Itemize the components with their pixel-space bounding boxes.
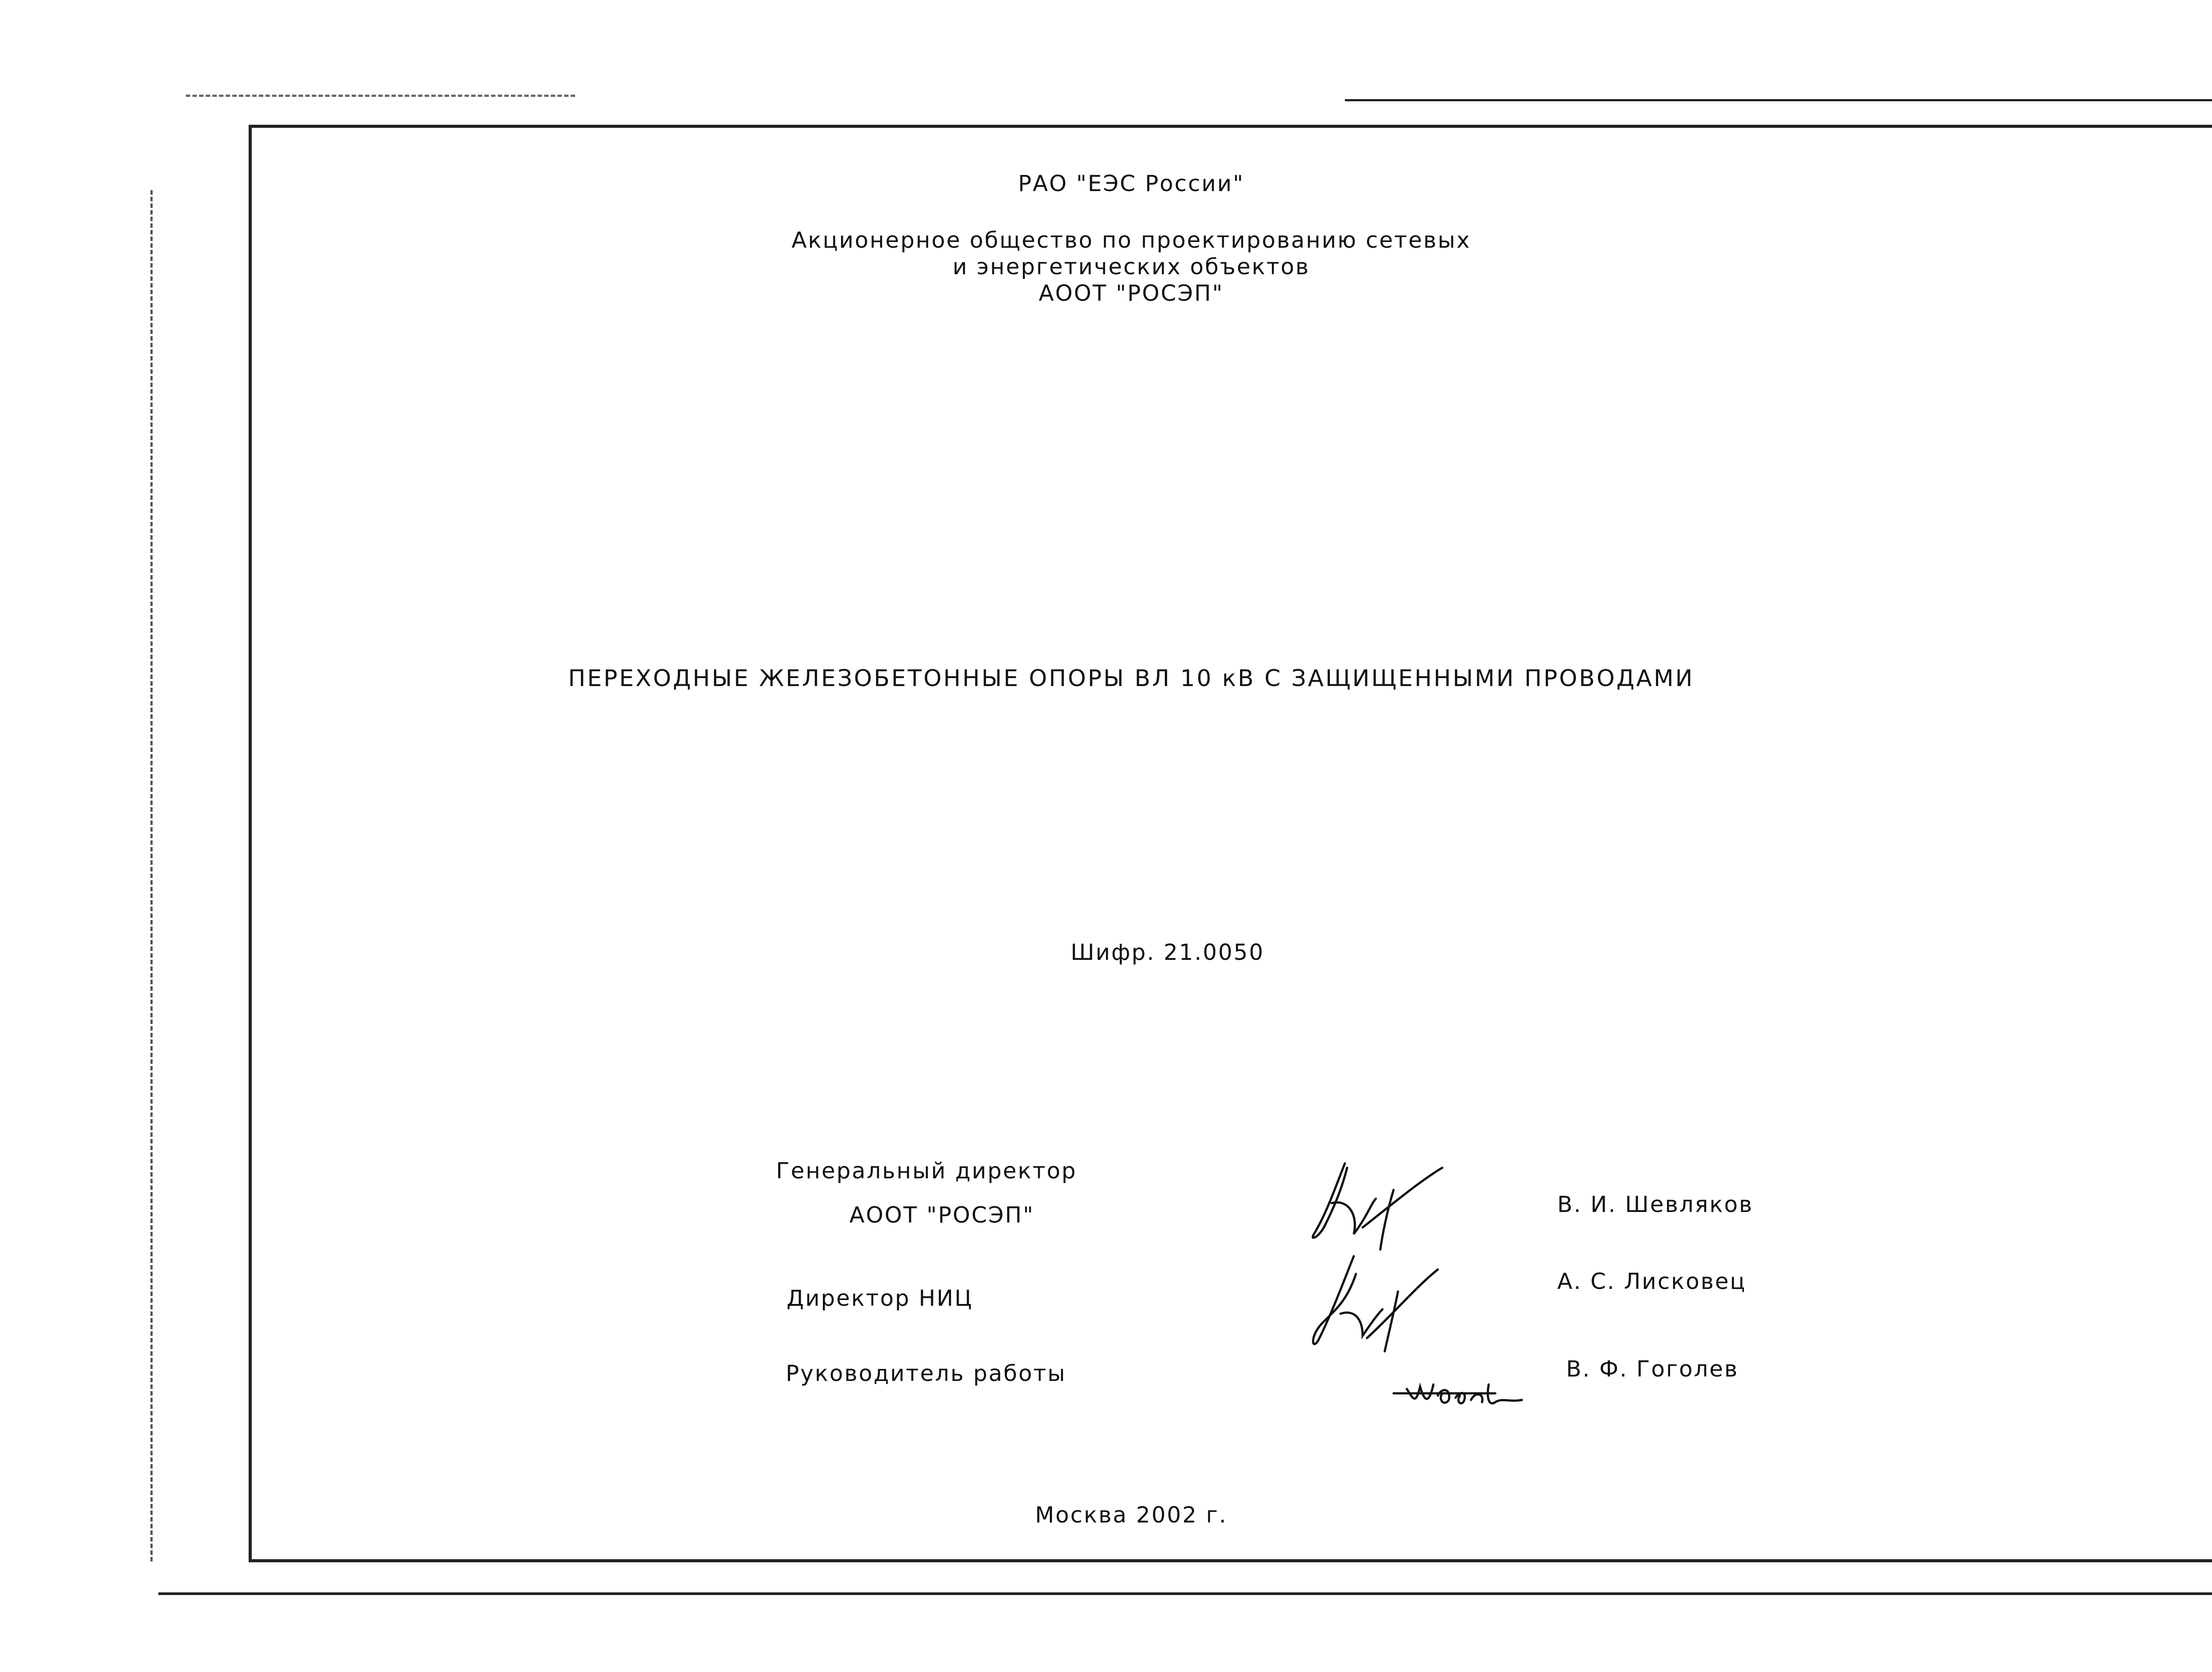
scan-artifact-top: [186, 95, 575, 97]
signatory-name-1: В. И. Шевляков: [1557, 1192, 1754, 1217]
title-sheet-frame: [249, 125, 2212, 1562]
role-general-director: Генеральный директор: [776, 1158, 1077, 1184]
scan-artifact-left: [150, 190, 153, 1561]
signature-1: [1305, 1150, 1455, 1252]
org-name-line2: и энергетических объектов: [952, 254, 1310, 280]
signature-2: [1305, 1247, 1447, 1354]
signatory-name-3: В. Ф. Гоголев: [1566, 1356, 1739, 1382]
outer-frame-top: [1345, 99, 2212, 101]
signature-3: [1389, 1376, 1557, 1415]
document-code: Шифр. 21.0050: [1071, 940, 1264, 965]
org-parent: РАО "ЕЭС России": [1018, 171, 1244, 196]
document-title: ПЕРЕХОДНЫЕ ЖЕЛЕЗОБЕТОННЫЕ ОПОРЫ ВЛ 10 кВ С ЗАЩИЩЕННЫМИ ПРОВОДАМИ: [568, 665, 1694, 692]
place-year: Москва 2002 г.: [1035, 1502, 1228, 1528]
org-name-line1: Акционерное общество по проектированию сетевых: [791, 227, 1471, 253]
role-general-director-org: АООТ "РОСЭП": [849, 1202, 1035, 1228]
role-project-lead: Руководитель работы: [786, 1361, 1067, 1386]
org-short-name: АООТ "РОСЭП": [1038, 280, 1224, 306]
signatory-name-2: А. С. Лисковец: [1557, 1269, 1747, 1294]
outer-frame-bottom: [158, 1592, 2212, 1595]
role-nic-director: Директор НИЦ: [787, 1285, 973, 1311]
